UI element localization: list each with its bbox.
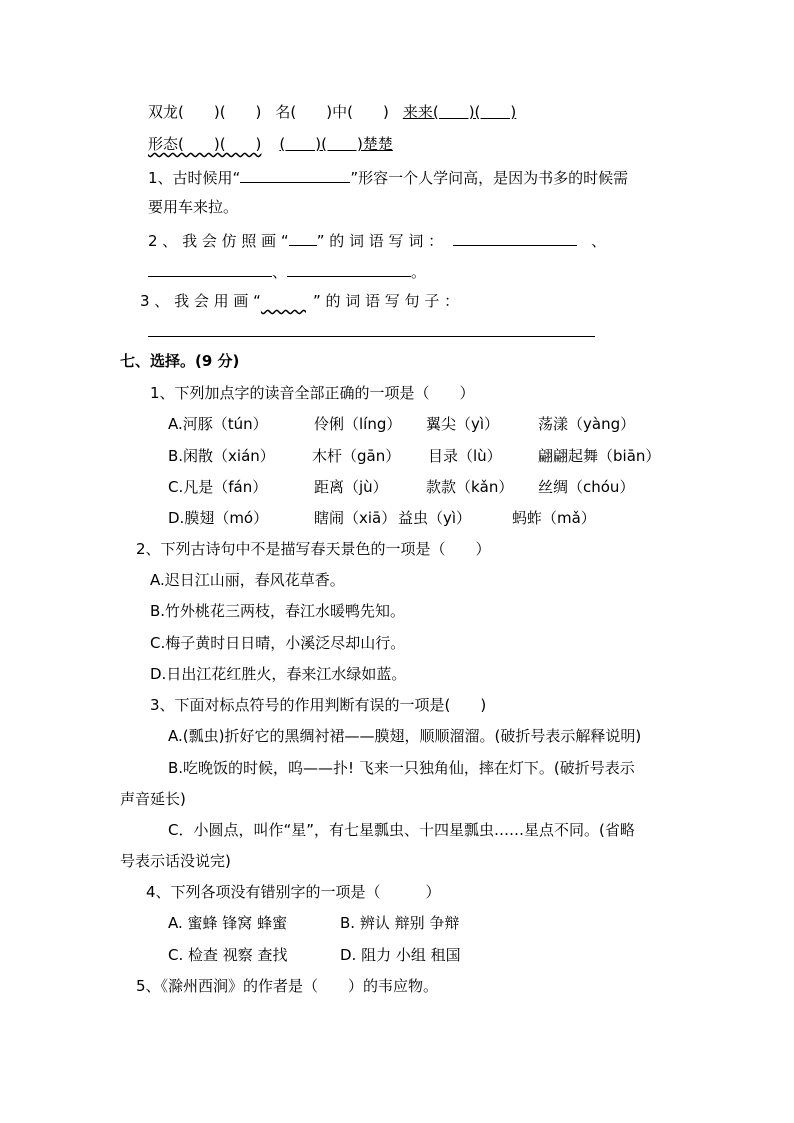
option-b-cont: 声音延长) [120,790,186,808]
fill-ming-zhong: 名( )中( ) [275,103,389,121]
question-2: 2 、 我 会 仿 照 画 “ ” 的 词 语 写 词 ： 、 [148,229,606,251]
option-c: C．小圆点，叫作“星”，有七星瓢虫、十四星瓢虫……星点不同。(省略 [168,821,635,839]
choice-question-1: 1、下列加点字的读音全部正确的一项是（ ） [150,384,475,402]
choice-question-2: 2、下列古诗句中不是描写春天景色的一项是（ ） [136,540,491,558]
exam-page: 双龙( )( ) 名( )中( ) 来来( )( ) 形态( )( ) ( )( )楚楚 1、古时候用“ ”形容一个人学问高，是因为书多的时候需 要用车来拉。 2 、 我 会 仿 照 画 “ ” 的 词 语 写 词 ： 、 、 。 3 、 我 会 用 画 “ ” 的 词 语 写 句 子 ： 七、选择。(9 分) 1、下列加点字的读音全部正确的一项是（ ） A.河豚（tún） 伶俐（líng） 翼尖（yì） 荡漾（yàng） B.闲散（xián） 木杆（gān） 目录（lù） 翩翩起舞（biān） C.凡是（fán） 距离（jù） 款款（kǎn） 丝绸（chóu） D.膜翅（mó） 瞎闹（xiā） 益虫（yì） 蚂蚱（mǎ） 2、下列古诗句中不是描写春天景色的一项是（ ） A.迟日江山丽，春风花草香。 B.竹外桃花三两枝，春江水暖鸭先知。 C.梅子黄时日日晴，小溪泛尽却山行。 D.日出江花红胜火，春来江水绿如蓝。 3、下面对标点符号的作用判断有误的一项是( ) A.(瓢虫)折好它的黑绸衬裙——膜翅，顺顺溜溜。(破折号表示解释说明) B.吃晚饭的时候，呜——扑! 飞来一只独角仙，摔在灯下。(破折号表示 声音延长) C．小圆点，叫作“星”，有七星瓢虫、十四星瓢虫……星点不同。(省略 号表示话没说完) 4、下列各项没有错别字的一项是（ ） A. 蜜蜂 锋窝 蜂蜜 B. 辨认 辩别 争辩 C. 检查 视察 查找 D. 阻力 小组 租国 5、《滁州西涧》的作者是（ ）的韦应物。 [120,103,661,995]
option-c: C.梅子黄时日日晴，小溪泛尽却山行。 [150,634,406,652]
option-c: C. 检查 视察 查找 [168,946,288,964]
fill-chuchu: ( )( )楚楚 [279,135,393,153]
answer-blank[interactable] [148,260,272,277]
option-a: A.迟日江山丽，春风花草香。 [150,571,345,589]
answer-line[interactable] [148,336,595,337]
answer-blank[interactable] [289,229,317,246]
fill-lailai: 来来( )( ) [402,103,517,121]
option-c-cont: 号表示话没说完) [120,852,231,870]
section-title: 七、选择。(9 分) [120,352,240,370]
choice-question-4: 4、下列各项没有错别字的一项是（ ） [146,883,441,901]
answer-blank[interactable] [240,166,350,183]
fill-xingtai: 形态( )( ) [148,135,262,153]
question-1: 1、古时候用“ ”形容一个人学问高，是因为书多的时候需 [148,166,628,188]
option-a: A. 蜜蜂 锋窝 蜂蜜 [168,914,288,932]
fill-shuanglong: 双龙( )( ) [148,103,262,121]
option-b: B. 辨认 辩别 争辩 [340,914,460,932]
option-a: A.(瓢虫)折好它的黑绸衬裙——膜翅，顺顺溜溜。(破折号表示解释说明) [168,727,642,745]
wavy-blank [261,291,313,311]
choice-question-3: 3、下面对标点符号的作用判断有误的一项是( ) [150,696,487,714]
option-d: D.日出江花红胜火，春来江水绿如蓝。 [150,665,407,683]
question-3: 3 、 我 会 用 画 “ ” 的 词 语 写 句 子 ： [140,292,460,310]
option-b: B.吃晚饭的时候，呜——扑! 飞来一只独角仙，摔在灯下。(破折号表示 [168,759,635,777]
question-1-cont: 要用车来拉。 [148,198,239,216]
word-row-1 [148,102,516,122]
answer-blank[interactable] [453,229,577,246]
option-d: D. 阻力 小组 租国 [340,946,461,964]
answer-blank[interactable] [287,260,411,277]
choice-question-5: 5、《滁州西涧》的作者是（ ）的韦应物。 [136,977,439,995]
question-2-cont: 、 。 [148,260,426,282]
word-row-2 [148,134,393,154]
option-b: B.竹外桃花三两枝，春江水暖鸭先知。 [150,602,406,620]
